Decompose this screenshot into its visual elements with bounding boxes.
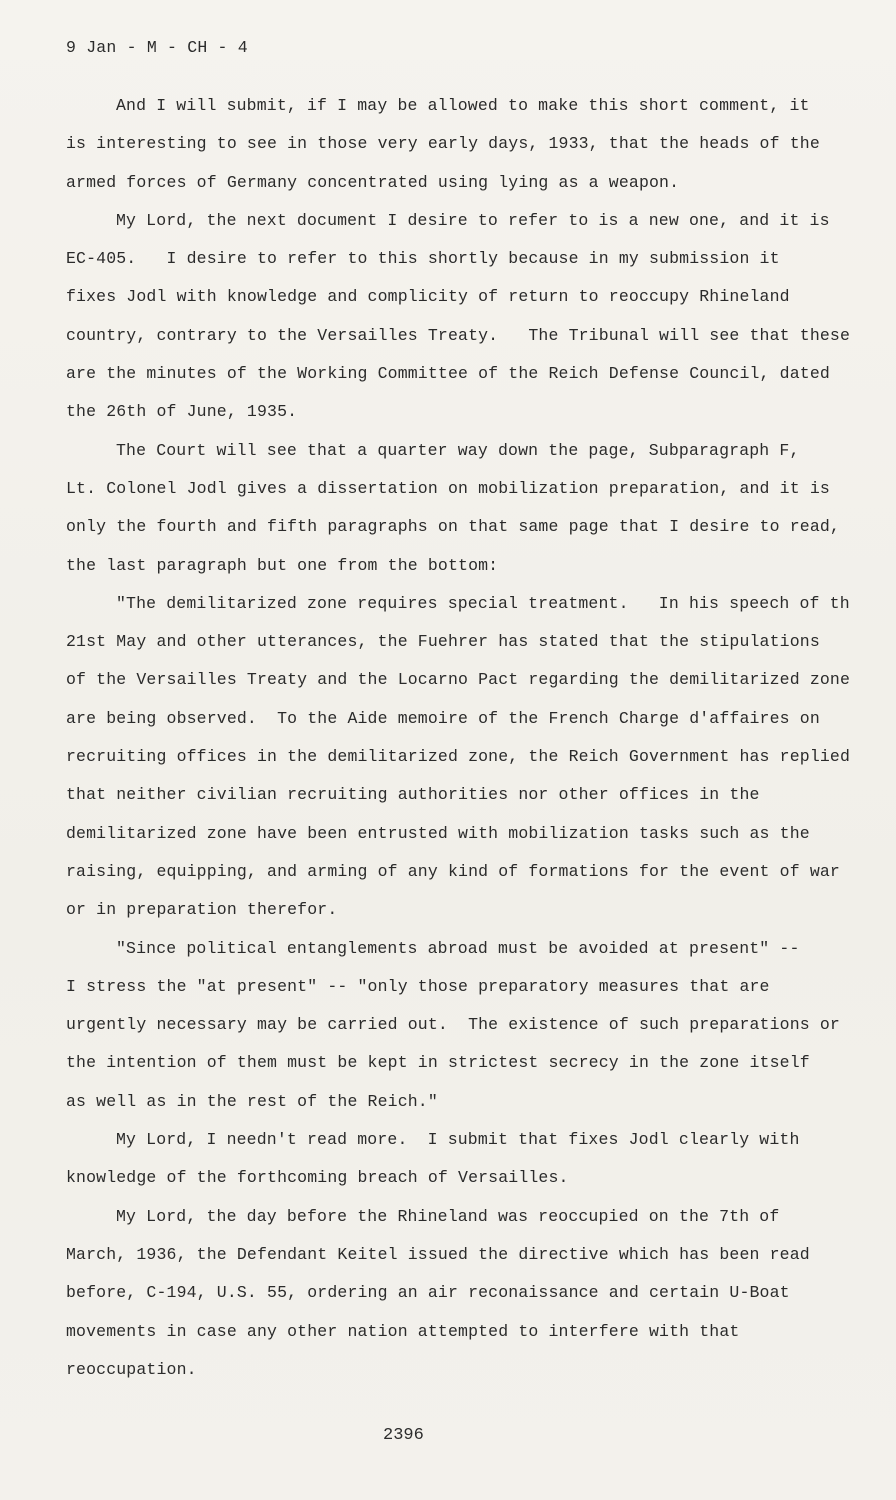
- text-line: armed forces of Germany concentrated using lying as a weapon.: [66, 172, 680, 192]
- text-line: only the fourth and fifth paragraphs on that same page that I desire to read,: [66, 517, 840, 537]
- text-line: My Lord, I needn't read more. I submit that fixes Jodl clearly with: [116, 1130, 800, 1150]
- text-line: EC-405. I desire to refer to this shortly because in my submission it: [66, 249, 780, 269]
- text-line: or in preparation therefor.: [66, 900, 338, 920]
- text-line: country, contrary to the Versailles Treaty. The Tribunal will see that these: [66, 325, 851, 345]
- text-line: are the minutes of the Working Committee of the Reich Defense Council, dated: [66, 364, 830, 384]
- text-line: "The demilitarized zone requires special treatment. In his speech of th: [116, 593, 850, 613]
- text-line: March, 1936, the Defendant Keitel issued the directive which has been read: [66, 1244, 810, 1264]
- text-line: Lt. Colonel Jodl gives a dissertation on mobilization preparation, and it is: [66, 478, 830, 498]
- text-line: fixes Jodl with knowledge and complicity of return to reoccupy Rhineland: [66, 287, 790, 307]
- text-line: reoccupation.: [66, 1359, 197, 1379]
- text-line: I stress the "at present" -- "only those preparatory measures that are: [66, 976, 770, 996]
- text-line: the intention of them must be kept in strictest secrecy in the zone itself: [66, 1053, 810, 1073]
- page-number: 2396: [383, 1426, 424, 1445]
- text-line: the 26th of June, 1935.: [66, 402, 298, 422]
- text-line: movements in case any other nation attempted to interfere with that: [66, 1321, 740, 1341]
- text-line: of the Versailles Treaty and the Locarno Pact regarding the demilitarized zone: [66, 670, 851, 690]
- text-line: My Lord, the next document I desire to refer to is a new one, and it is: [116, 210, 830, 230]
- text-line: that neither civilian recruiting authorities nor other offices in the: [66, 785, 760, 805]
- text-line: And I will submit, if I may be allowed to make this short comment, it: [116, 96, 810, 115]
- text-line: "Since political entanglements abroad must be avoided at present" --: [116, 938, 800, 958]
- text-line: before, C-194, U.S. 55, ordering an air reconaissance and certain U-Boat: [66, 1283, 790, 1303]
- text-line: demilitarized zone have been entrusted with mobilization tasks such as the: [66, 823, 810, 843]
- page-header: 9 Jan - M - CH - 4: [66, 38, 248, 57]
- text-line: is interesting to see in those very early days, 1933, that the heads of the: [66, 134, 820, 154]
- text-line: are being observed. To the Aide memoire of the French Charge d'affaires on: [66, 708, 820, 728]
- text-line: as well as in the rest of the Reich.": [66, 1091, 438, 1111]
- text-line: raising, equipping, and arming of any kind of formations for the event of war: [66, 861, 840, 881]
- text-line: 21st May and other utterances, the Fuehrer has stated that the stipulations: [66, 632, 820, 652]
- document-body: [66, 94, 851, 1396]
- text-line: The Court will see that a quarter way down the page, Subparagraph F,: [116, 440, 800, 460]
- text-line: urgently necessary may be carried out. The existence of such preparations or: [66, 1015, 840, 1035]
- text-line: My Lord, the day before the Rhineland was reoccupied on the 7th of: [116, 1206, 780, 1226]
- text-line: the last paragraph but one from the bottom:: [66, 555, 499, 575]
- text-line: knowledge of the forthcoming breach of Versailles.: [66, 1168, 569, 1188]
- text-line: recruiting offices in the demilitarized zone, the Reich Government has replied: [66, 747, 851, 767]
